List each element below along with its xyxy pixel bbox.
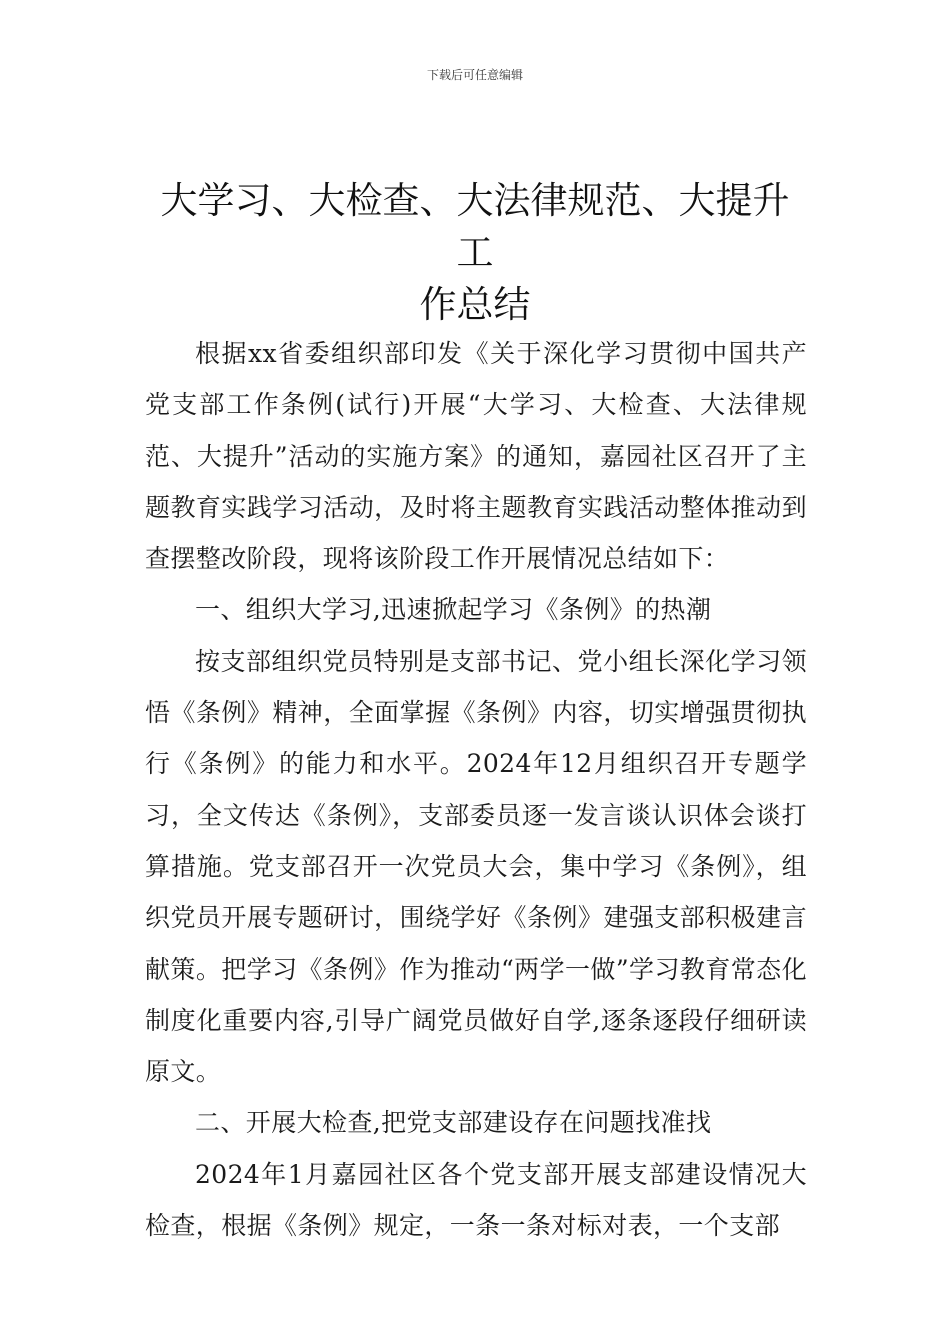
intro-paragraph: 根据xx省委组织部印发《关于深化学习贯彻中国共产党支部工作条例(试行)开展“大学习、大检查、大法律规范、大提升”活动的实施方案》的通知，嘉园社区召开了主题教育实践学习活动，及时将主题教育实践活动整体推动到查摆整改阶段，现将该阶段工作开展情况总结如下： [145,339,807,574]
header-note: 下载后可任意编辑 [426,68,523,82]
title-line-2: 作总结 [419,283,531,326]
title-line-1: 大学习、大检查、大法律规范、大提升工 [160,179,790,274]
section-2-paragraph: 2024年1月嘉园社区各个党支部开展支部建设情况大检查，根据《条例》规定，一条一条对标对表，一个支部 [145,1159,807,1241]
section-heading-1: 一、组织大学习,迅速掀起学习《条例》的热潮 [195,595,712,625]
document-body [145,328,807,1251]
document-title [145,175,805,331]
section-1-paragraph: 按支部组织党员特别是支部书记、党小组长深化学习领悟《条例》精神，全面掌握《条例》内容，切实增强贯彻执行《条例》的能力和水平。2024年12月组织召开专题学习，全文传达《条例》，支部委员逐一发言谈认识体会谈打算措施。党支部召开一次党员大会，集中学习《条例》，组织党员开展专题研讨，围绕学好《条例》建强支部积极建言献策。把学习《条例》作为推动“两学一做”学习教育常态化制度化重要内容,引导广阔党员做好自学,逐条逐段仔细研读原文。 [145,646,807,1087]
section-heading-2: 二、开展大检查,把党支部建设存在问题找准找 [195,1108,712,1138]
